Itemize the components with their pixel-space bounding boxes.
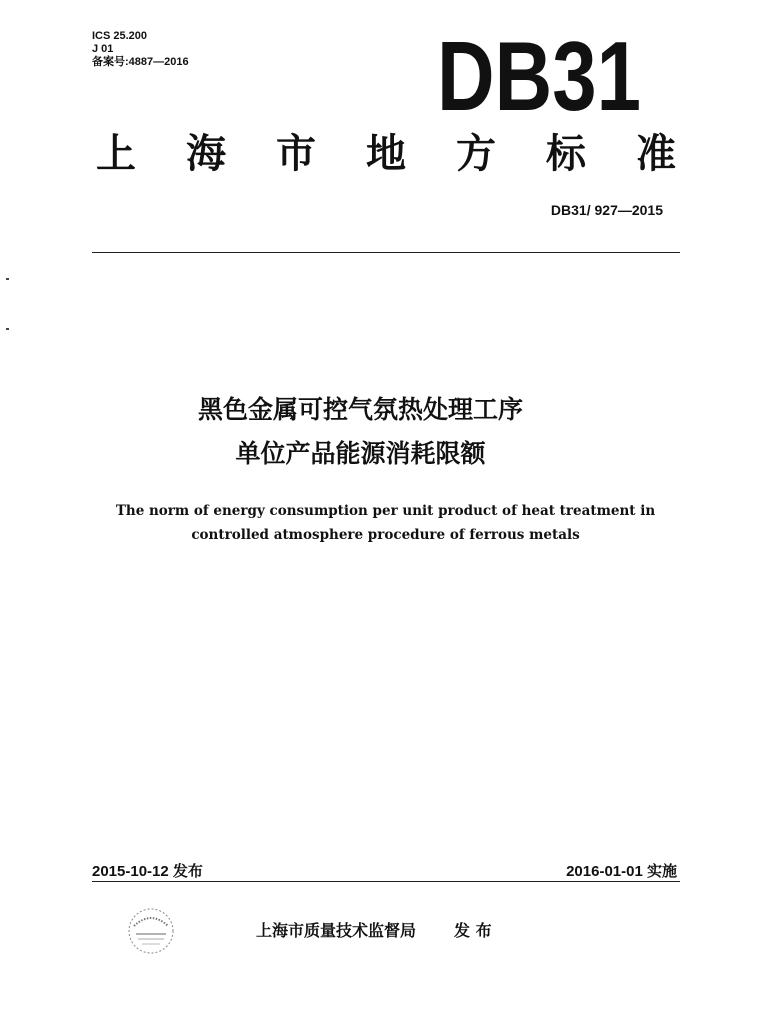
- issuer-name: 上海市质量技术监督局: [256, 921, 417, 940]
- title-english-line2: controlled atmosphere procedure of ferrous metals: [191, 527, 580, 543]
- org-title-char: 准: [636, 131, 676, 177]
- bottom-divider: [92, 881, 680, 882]
- scan-mark: [6, 278, 9, 280]
- top-divider: [92, 252, 680, 253]
- org-title-char: 市: [276, 131, 316, 177]
- logo-text: DB31: [437, 21, 641, 131]
- issuer: [256, 918, 492, 941]
- issuing-body-title: [96, 130, 676, 178]
- standard-number: DB31/ 927—2015: [550, 202, 663, 218]
- org-title-char: 地: [366, 131, 406, 177]
- implementation-date: 2016-01-01 实施: [566, 863, 677, 880]
- org-title-char: 上: [96, 131, 136, 177]
- title-english-line1: The norm of energy consumption per unit product of heat treatment in: [115, 503, 656, 519]
- record-number: 备案号:4887—2016: [92, 56, 189, 68]
- org-title-char: 标: [546, 131, 586, 177]
- title-chinese-line1: 黑色金属可控气氛热处理工序: [197, 395, 523, 424]
- org-title-char: 海: [186, 131, 226, 177]
- ics-code: ICS 25.200: [92, 30, 148, 42]
- issue-date: 2015-10-12 发布: [92, 863, 203, 880]
- issue-word: 发 布: [454, 921, 492, 940]
- title-english: [0, 499, 771, 547]
- metadata-block: [92, 30, 189, 69]
- class-code: J 01: [92, 43, 114, 55]
- title-chinese-line2: 单位产品能源消耗限额: [235, 439, 486, 468]
- scan-mark: [6, 328, 9, 330]
- org-title-char: 方: [456, 131, 496, 177]
- seal-emblem-icon: [124, 904, 178, 958]
- db31-logo: [437, 21, 641, 131]
